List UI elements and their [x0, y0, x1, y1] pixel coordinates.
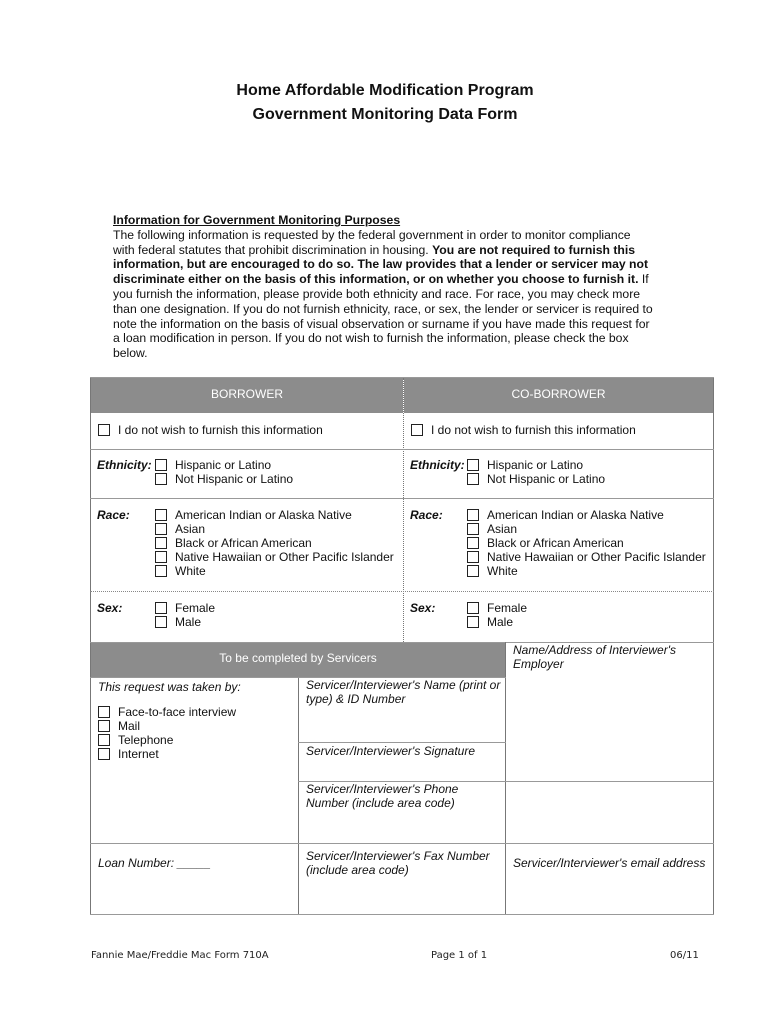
borrower-race-option: Asian: [175, 522, 206, 536]
borrower-male-label: Male: [175, 615, 202, 629]
form-title-line1: Home Affordable Modification Program: [236, 82, 534, 99]
borrower-header: BORROWER: [91, 378, 403, 413]
coborrower-race-checkbox[interactable]: [467, 551, 479, 563]
borrower-hispanic-checkbox[interactable]: [155, 459, 167, 471]
coborrower-hispanic-checkbox[interactable]: [467, 459, 479, 471]
taken-by-checkbox[interactable]: [98, 734, 110, 746]
intro-text-bold: You are not required to furnish this information, but are encouraged to do so. The law provides that a lender or servicer may not discriminate either on the basis of this information, or on whether you choose to furnish it.: [113, 242, 649, 287]
table-border-top: [90, 377, 714, 378]
intro-paragraph: [113, 228, 653, 361]
coborrower-female-checkbox[interactable]: [467, 602, 479, 614]
coborrower-ethnicity-label: Ethnicity:: [410, 458, 465, 472]
borrower-male-checkbox[interactable]: [155, 616, 167, 628]
coborrower-female-label: Female: [487, 601, 528, 615]
row-line-1: [90, 449, 714, 450]
interviewer-name-label[interactable]: Servicer/Interviewer's Name (print or type) & ID Number: [306, 678, 501, 707]
loan-number-label[interactable]: Loan Number: _____: [98, 856, 211, 870]
row-line-2: [90, 498, 714, 499]
coborrower-race-option: Black or African American: [487, 536, 624, 550]
footer-date: 06/11: [670, 950, 699, 961]
employer-label: Name/Address of Interviewer's Employer: [513, 643, 677, 672]
borrower-race-checkbox[interactable]: [155, 523, 167, 535]
servicer-divider-mid: [298, 677, 299, 915]
footer-page: Page 1 of 1: [431, 950, 488, 961]
coborrower-race-label: Race:: [410, 508, 443, 522]
taken-by-option: Telephone: [118, 733, 174, 747]
borrower-race-label: Race:: [97, 508, 130, 522]
row-line-3: [90, 591, 714, 592]
coborrower-race-checkbox[interactable]: [467, 509, 479, 521]
form-title-line2: Government Monitoring Data Form: [252, 106, 518, 123]
coborrower-race-option: Asian: [487, 522, 518, 536]
coborrower-not-hispanic-label: Not Hispanic or Latino: [487, 472, 606, 486]
coborrower-race-checkbox[interactable]: [467, 523, 479, 535]
borrower-not-hispanic-label: Not Hispanic or Latino: [175, 472, 294, 486]
borrower-female-checkbox[interactable]: [155, 602, 167, 614]
coborrower-not-hispanic-checkbox[interactable]: [467, 473, 479, 485]
interviewer-email-label[interactable]: Servicer/Interviewer's email address: [513, 856, 706, 870]
borrower-hispanic-label: Hispanic or Latino: [175, 458, 272, 472]
servicer-line-name: [298, 742, 506, 743]
borrower-sex-label: Sex:: [97, 601, 123, 615]
borrower-race-option: White: [175, 564, 206, 578]
servicer-header: To be completed by Servicers: [91, 643, 505, 677]
borrower-race-checkbox[interactable]: [155, 565, 167, 577]
interviewer-fax-label[interactable]: Servicer/Interviewer's Fax Number (include area code): [306, 849, 490, 878]
borrower-race-checkbox[interactable]: [155, 551, 167, 563]
intro-text-2: If you furnish the information, please provide both ethnicity and race. For race, you may check more than one designation. If you do not furnish ethnicity, race, or sex, the lender or servicer is required to note the information on the basis of visual observation or surname if you have made this request for a loan modification in person. If you do not wish to furnish the information, please check the box below.: [113, 272, 653, 361]
coborrower-header: CO-BORROWER: [404, 378, 713, 413]
borrower-female-label: Female: [175, 601, 216, 615]
coborrower-male-label: Male: [487, 615, 514, 629]
borrower-optout-checkbox[interactable]: [98, 424, 110, 436]
taken-by-option: Internet: [118, 747, 159, 761]
interviewer-signature-label[interactable]: Servicer/Interviewer's Signature: [306, 744, 476, 758]
intro-section: [113, 213, 653, 361]
borrower-not-hispanic-checkbox[interactable]: [155, 473, 167, 485]
intro-text-1: The following information is requested by the federal government in order to monitor compliance with federal statutes that prohibit discrimination in housing.: [113, 227, 631, 257]
taken-by-checkbox[interactable]: [98, 720, 110, 732]
coborrower-optout-label: I do not wish to furnish this information: [431, 423, 636, 437]
taken-by-checkbox[interactable]: [98, 748, 110, 760]
borrower-optout-label: I do not wish to furnish this information: [118, 423, 323, 437]
coborrower-race-checkbox[interactable]: [467, 565, 479, 577]
servicer-divider-right: [505, 642, 506, 915]
footer-form-id: Fannie Mae/Freddie Mac Form 710A: [91, 950, 269, 961]
borrower-race-checkbox[interactable]: [155, 537, 167, 549]
borrower-race-option: Native Hawaiian or Other Pacific Islander: [175, 550, 394, 564]
servicer-line-phone: [90, 843, 714, 844]
borrower-race-checkbox[interactable]: [155, 509, 167, 521]
borrower-race-option: Black or African American: [175, 536, 312, 550]
borrower-ethnicity-label: Ethnicity:: [97, 458, 152, 472]
servicer-line-bottom: [90, 914, 714, 915]
table-divider-mid: [403, 378, 404, 642]
coborrower-race-option: Native Hawaiian or Other Pacific Islander: [487, 550, 706, 564]
coborrower-male-checkbox[interactable]: [467, 616, 479, 628]
coborrower-race-option: White: [487, 564, 518, 578]
taken-by-option: Mail: [118, 719, 141, 733]
coborrower-hispanic-label: Hispanic or Latino: [487, 458, 584, 472]
coborrower-optout-checkbox[interactable]: [411, 424, 423, 436]
taken-by-checkbox[interactable]: [98, 706, 110, 718]
coborrower-sex-label: Sex:: [410, 601, 436, 615]
borrower-race-option: American Indian or Alaska Native: [175, 508, 352, 522]
interviewer-phone-label[interactable]: Servicer/Interviewer's Phone Number (include area code): [306, 782, 459, 811]
intro-heading: Information for Government Monitoring Purposes: [113, 213, 401, 227]
taken-by-option: Face-to-face interview: [118, 705, 237, 719]
table-border-right: [713, 378, 714, 915]
coborrower-race-checkbox[interactable]: [467, 537, 479, 549]
taken-by-label: This request was taken by:: [98, 680, 241, 694]
coborrower-race-option: American Indian or Alaska Native: [487, 508, 664, 522]
